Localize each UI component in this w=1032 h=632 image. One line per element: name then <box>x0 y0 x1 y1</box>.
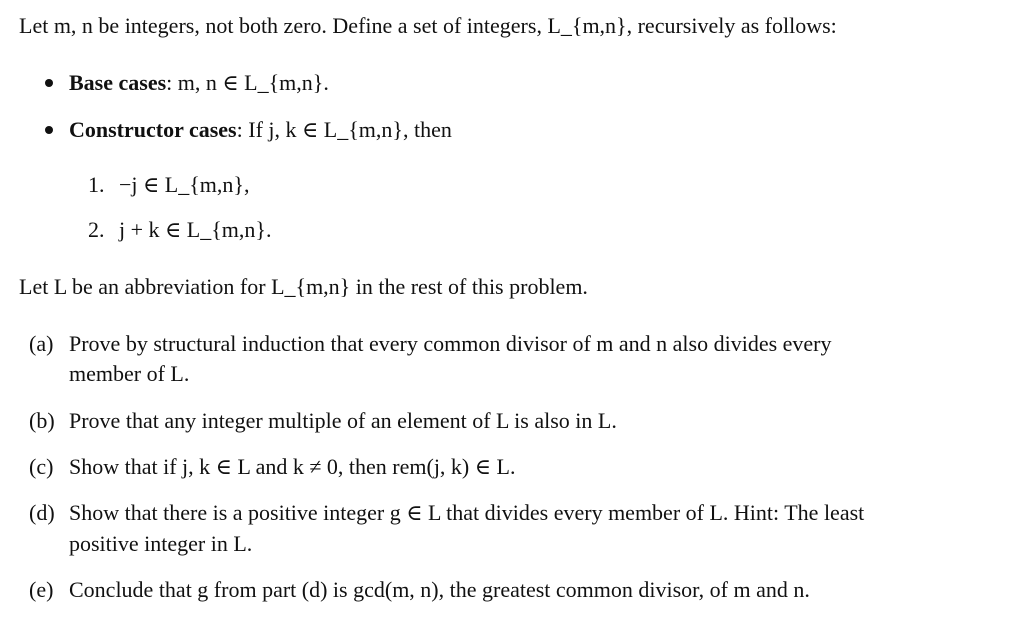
constructor-cases-text: : If j, k ∈ L_{m,n}, then <box>236 117 452 142</box>
part-a-label: (a) <box>29 331 54 356</box>
base-cases-item <box>69 69 329 97</box>
part-b-line-1: Prove that any integer multiple of an element of L is also in L. <box>69 408 617 433</box>
constructor-cases-item <box>69 116 452 144</box>
rule-1-number: 1. <box>88 172 105 197</box>
abbreviation-text: Let L be an abbreviation for L_{m,n} in the rest of this problem. <box>19 274 588 299</box>
intro-text: Let m, n be integers, not both zero. Define a set of integers, L_{m,n}, recursively as follows: <box>19 13 837 38</box>
rule-1-text: −j ∈ L_{m,n}, <box>119 172 250 197</box>
base-cases-text: : m, n ∈ L_{m,n}. <box>166 70 329 95</box>
part-c-label: (c) <box>29 454 54 479</box>
base-cases-label: Base cases <box>69 70 167 95</box>
part-d-label: (d) <box>29 500 55 525</box>
rule-2-number: 2. <box>88 217 105 242</box>
part-d-line-1: Show that there is a positive integer g ∈ L that divides every member of L. Hint: The least <box>69 500 865 525</box>
constructor-cases-label: Constructor cases <box>69 117 237 142</box>
part-e-line-1: Conclude that g from part (d) is gcd(m, n), the greatest common divisor, of m and n. <box>69 577 810 602</box>
bullet-base-cases <box>45 79 53 87</box>
part-b-label: (b) <box>29 408 55 433</box>
part-e-label: (e) <box>29 577 54 602</box>
part-a-line-1: Prove by structural induction that every common divisor of m and n also divides every <box>69 331 832 356</box>
part-d-line-2: positive integer in L. <box>69 531 253 556</box>
part-c-line-1: Show that if j, k ∈ L and k ≠ 0, then rem(j, k) ∈ L. <box>69 454 516 479</box>
bullet-constructor-cases <box>45 126 53 134</box>
part-a-line-2: member of L. <box>69 361 190 386</box>
rule-2-text: j + k ∈ L_{m,n}. <box>119 217 272 242</box>
